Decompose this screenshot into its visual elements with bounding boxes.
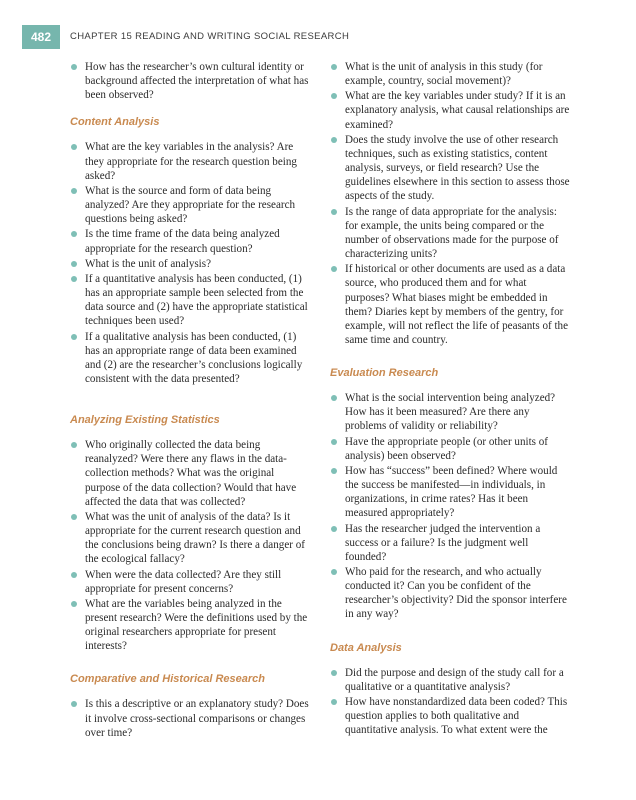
page-header xyxy=(0,25,636,49)
item-text: What are the key variables in the analysis? Are they appropriate for the research question being asked? xyxy=(85,141,297,182)
existing-statistics-list xyxy=(70,438,310,653)
list-item xyxy=(70,510,310,567)
bullet-icon xyxy=(331,93,337,99)
list-item xyxy=(330,464,570,521)
bullet-icon xyxy=(71,514,77,520)
item-text: Have the appropriate people (or other units of analysis) been observed? xyxy=(345,435,549,462)
left-column xyxy=(70,60,310,741)
list-item xyxy=(330,205,570,262)
bullet-icon xyxy=(331,137,337,143)
section-heading-data-analysis: Data Analysis xyxy=(330,641,402,654)
list-item xyxy=(70,438,310,509)
bullet-icon xyxy=(331,209,337,215)
list-item xyxy=(330,522,570,564)
list-item xyxy=(330,565,570,622)
bullet-icon xyxy=(331,569,337,575)
list-item xyxy=(70,697,310,739)
list-item xyxy=(330,695,570,737)
bullet-icon xyxy=(331,526,337,532)
page-number: 482 xyxy=(22,25,60,49)
section-heading-existing-statistics: Analyzing Existing Statistics xyxy=(70,414,220,427)
bullet-icon xyxy=(331,64,337,70)
item-text: When were the data collected? Are they still appropriate for present concerns? xyxy=(85,568,282,595)
comparative-continued-list xyxy=(330,60,570,347)
item-text: How has “success” been defined? Where would the success be manifested—in individuals, in organizations, in crime rates? Has it been measured appropriately? xyxy=(345,464,558,520)
bullet-icon xyxy=(71,276,77,282)
list-item xyxy=(330,89,570,131)
item-text: How has the researcher’s own cultural identity or background affected the interpretation of what has been observed? xyxy=(85,61,309,102)
bullet-icon xyxy=(71,261,77,267)
item-text: How have nonstandardized data been coded? This question applies to both qualitative and quantitative analysis. To what extent were the xyxy=(345,695,568,737)
evaluation-research-list xyxy=(330,391,570,622)
item-text: If a quantitative analysis has been conducted, (1) has an appropriate sample been selected from the data source and (2) have the appropriate statistical techniques been used? xyxy=(85,272,308,328)
item-text: Does the study involve the use of other research techniques, such as existing statistics, content analysis, surveys, or field research? Use the guidelines elsewhere in this section to assess those aspects of the study. xyxy=(345,133,570,203)
bullet-icon xyxy=(71,188,77,194)
section-heading-content-analysis: Content Analysis xyxy=(70,116,160,129)
bullet-icon xyxy=(71,334,77,340)
item-text: Is this a descriptive or an explanatory study? Does it involve cross-sectional comparisons or changes over time? xyxy=(85,698,309,739)
item-text: If a qualitative analysis has been conducted, (1) has an appropriate range of data been examined and (2) are the researcher’s conclusions logically consistent with the data presented? xyxy=(85,330,303,385)
bullet-icon xyxy=(71,442,77,448)
list-item xyxy=(330,391,570,433)
list-item xyxy=(330,133,570,204)
item-text: Is the time frame of the data being analyzed appropriate for the research question? xyxy=(85,228,280,255)
list-item xyxy=(70,568,310,596)
list-item xyxy=(70,272,310,329)
list-item xyxy=(330,666,570,694)
bullet-icon xyxy=(331,699,337,705)
section-heading-comparative-historical: Comparative and Historical Research xyxy=(70,673,266,686)
bullet-icon xyxy=(71,572,77,578)
list-item xyxy=(70,60,310,102)
list-item xyxy=(70,330,310,387)
list-item xyxy=(330,262,570,347)
list-item xyxy=(330,435,570,463)
bullet-icon xyxy=(71,701,77,707)
bullet-icon xyxy=(71,64,77,70)
list-item xyxy=(70,227,310,255)
bullet-icon xyxy=(331,670,337,676)
intro-list xyxy=(70,60,310,102)
section-heading-evaluation-research: Evaluation Research xyxy=(330,367,439,380)
bullet-icon xyxy=(331,395,337,401)
right-column xyxy=(330,60,570,738)
bullet-icon xyxy=(71,144,77,150)
comparative-historical-list xyxy=(70,697,310,739)
bullet-icon xyxy=(331,266,337,272)
item-text: Who originally collected the data being reanalyzed? Were there any flaws in the data-collection methods? What was the original purpose of the data collection? Would that have affected the data that was collected? xyxy=(85,439,297,508)
item-text: What are the key variables under study? If it is an explanatory analysis, what causal relationships are examined? xyxy=(345,90,570,131)
bullet-icon xyxy=(331,439,337,445)
item-text: Has the researcher judged the intervention a success or a failure? Is the judgment well founded? xyxy=(345,522,541,563)
list-item xyxy=(70,184,310,226)
bullet-icon xyxy=(71,231,77,237)
item-text: If historical or other documents are used as a data source, who produced them and for what purposes? What biases might be embedded in them? Diaries kept by members of the gentry, for example, will not reflect the life of peasants of the same time and country. xyxy=(345,263,569,346)
item-text: What is the unit of analysis in this study (for example, country, social movement)? xyxy=(345,61,543,88)
list-item xyxy=(70,257,310,271)
list-item xyxy=(330,60,570,88)
list-item xyxy=(70,140,310,182)
item-text: What was the unit of analysis of the data? Is it appropriate for the current research question and the conclusions being drawn? Is there a danger of the ecological fallacy? xyxy=(85,510,305,566)
data-analysis-list xyxy=(330,666,570,738)
item-text: What is the unit of analysis? xyxy=(85,257,212,270)
chapter-title: CHAPTER 15 READING AND WRITING SOCIAL RESEARCH xyxy=(70,31,350,42)
item-text: What is the source and form of data being analyzed? Are they appropriate for the research questions being asked? xyxy=(85,184,296,226)
item-text: Did the purpose and design of the study call for a qualitative or a quantitative analysis? xyxy=(345,666,564,693)
item-text: Who paid for the research, and who actually conducted it? Can you be confident of the researcher’s objectivity? Did the sponsor interfere in any way? xyxy=(345,566,567,621)
content-analysis-list xyxy=(70,140,310,386)
item-text: What is the social intervention being analyzed? How has it been measured? Are there any problems of validity or reliability? xyxy=(345,392,556,433)
bullet-icon xyxy=(331,468,337,474)
bullet-icon xyxy=(71,601,77,607)
list-item xyxy=(70,597,310,654)
item-text: Is the range of data appropriate for the analysis: for example, the units being compared or the number of observations made for the purpose of characterizing units? xyxy=(345,205,559,261)
item-text: What are the variables being analyzed in the present research? Were the definitions used by the original researchers appropriate for present interests? xyxy=(85,597,308,653)
